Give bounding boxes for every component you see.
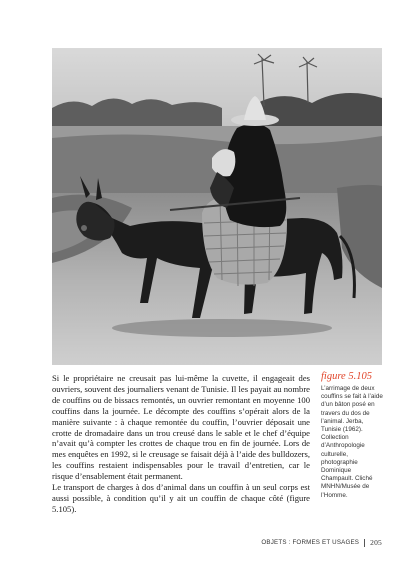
figure-photo [52, 48, 382, 365]
body-paragraph-2: Le transport de charges à dos d’animal dans un couffin à un seul corps est aussi possible, à condition qu’il y ait un couffin de chaque côté (figure 5.105). [52, 482, 310, 514]
figure-label: figure 5.105 [321, 371, 372, 382]
photo-donkey-rider-icon [52, 48, 382, 365]
page-number: 205 [370, 538, 382, 547]
caption-text: L’arrimage de deux couffins se fait à l’aide d’un bâton posé en travers du dos de l’animal. Jerba, Tunisie (1962). Collection d’Anthropologie culturelle, photographie Dominique Champault. Cliché MNHN/Musée de l’Homme. [321, 385, 383, 499]
body-text [52, 373, 310, 515]
body-paragraph-1: Si le propriétaire ne creusait pas lui-même la cuvette, il engageait des ouvriers, souvent des journaliers venant de Tunisie. Il les payait au nombre de couffins ou de bissacs remontés, un ouvrier remontant en moyenne 100 couffins dans la journée. Le décompte des couffins s’opérait alors de la manière suivante : à chaque remontée du couffin, l’ouvrier déposait une crotte de dromadaire dans un trou creusé dans le sable et le chef d’équipe n’avait qu’à compter les crottes de chaque trou en fin de journée. Lors de mes enquêtes en 1992, si le creusage se faisait déjà à l’aide des bulldozers, les couffins restaient indispensables pour le travail d’entretien, car le risque d’ensablement était permanent. [52, 373, 310, 482]
footer-separator [364, 539, 365, 547]
page-footer [261, 538, 382, 547]
running-header-section: OBJETS : FORMES ET USAGES [261, 539, 360, 546]
figure-caption [321, 371, 383, 500]
